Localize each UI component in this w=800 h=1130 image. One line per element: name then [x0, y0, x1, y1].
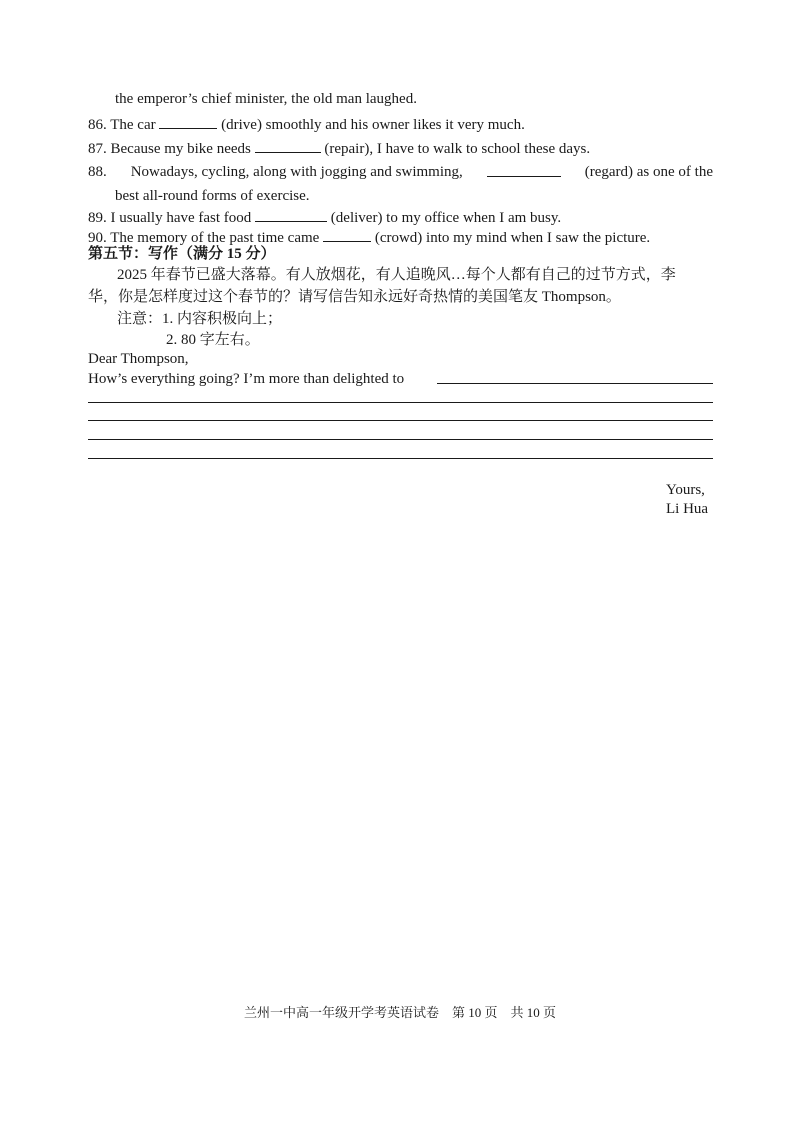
- question-number: 88.: [88, 164, 107, 180]
- writing-note-1: 注意：1. 内容积极向上；: [117, 311, 283, 327]
- answer-blank[interactable]: [159, 114, 217, 129]
- letter-salutation: Dear Thompson,: [88, 351, 189, 367]
- question-number: 89.: [88, 210, 107, 226]
- writing-line[interactable]: [437, 383, 713, 384]
- question-number: 90.: [88, 230, 107, 246]
- question-89: [88, 207, 561, 228]
- question-hint: (deliver) to my office when I am busy.: [330, 210, 562, 226]
- question-hint: (drive) smoothly and his owner likes it very much.: [221, 117, 525, 133]
- letter-closing: Yours,: [666, 482, 705, 498]
- question-text: Because my bike needs: [110, 141, 251, 157]
- writing-line[interactable]: [88, 458, 713, 459]
- question-86: [88, 114, 525, 135]
- answer-blank[interactable]: [255, 138, 321, 153]
- question-87: [88, 138, 590, 159]
- question-number: 86.: [88, 117, 107, 133]
- writing-line[interactable]: [88, 420, 713, 421]
- question-hint: (crowd) into my mind when I saw the picture.: [374, 230, 651, 246]
- question-88-continuation: best all-round forms of exercise.: [115, 188, 310, 204]
- question-text: Nowadays, cycling, along with jogging and swimming,: [130, 164, 463, 180]
- writing-note-2: 2. 80 字左右。: [166, 332, 260, 348]
- question-hint: (regard) as one of the: [584, 164, 713, 180]
- writing-line[interactable]: [88, 402, 713, 403]
- answer-blank[interactable]: [255, 207, 327, 222]
- letter-opening: How’s everything going? I’m more than delighted to: [88, 371, 405, 387]
- question-88: [88, 162, 713, 182]
- letter-signature: Li Hua: [666, 501, 709, 517]
- page-footer: 兰州一中高一年级开学考英语试卷 第 10 页 共 10 页: [243, 1005, 556, 1020]
- q85-continuation: the emperor’s chief minister, the old man laughed.: [115, 91, 417, 107]
- question-text: I usually have fast food: [110, 210, 252, 226]
- answer-blank[interactable]: [323, 227, 371, 242]
- question-text: The car: [110, 117, 156, 133]
- writing-prompt-line-2: 华，你是怎样度过这个春节的？请写信告知永远好奇热情的美国笔友 Thompson。: [88, 289, 621, 305]
- question-number: 87.: [88, 141, 107, 157]
- writing-line[interactable]: [88, 439, 713, 440]
- question-hint: (repair), I have to walk to school these days.: [324, 141, 591, 157]
- writing-prompt-line-1: 2025 年春节已盛大落幕。有人放烟花，有人追晚风…每个人都有自己的过节方式，李: [117, 267, 676, 283]
- answer-blank[interactable]: [487, 162, 561, 177]
- question-text: The memory of the past time came: [110, 230, 320, 246]
- section-title: 第五节：写作（满分 15 分）: [88, 246, 276, 262]
